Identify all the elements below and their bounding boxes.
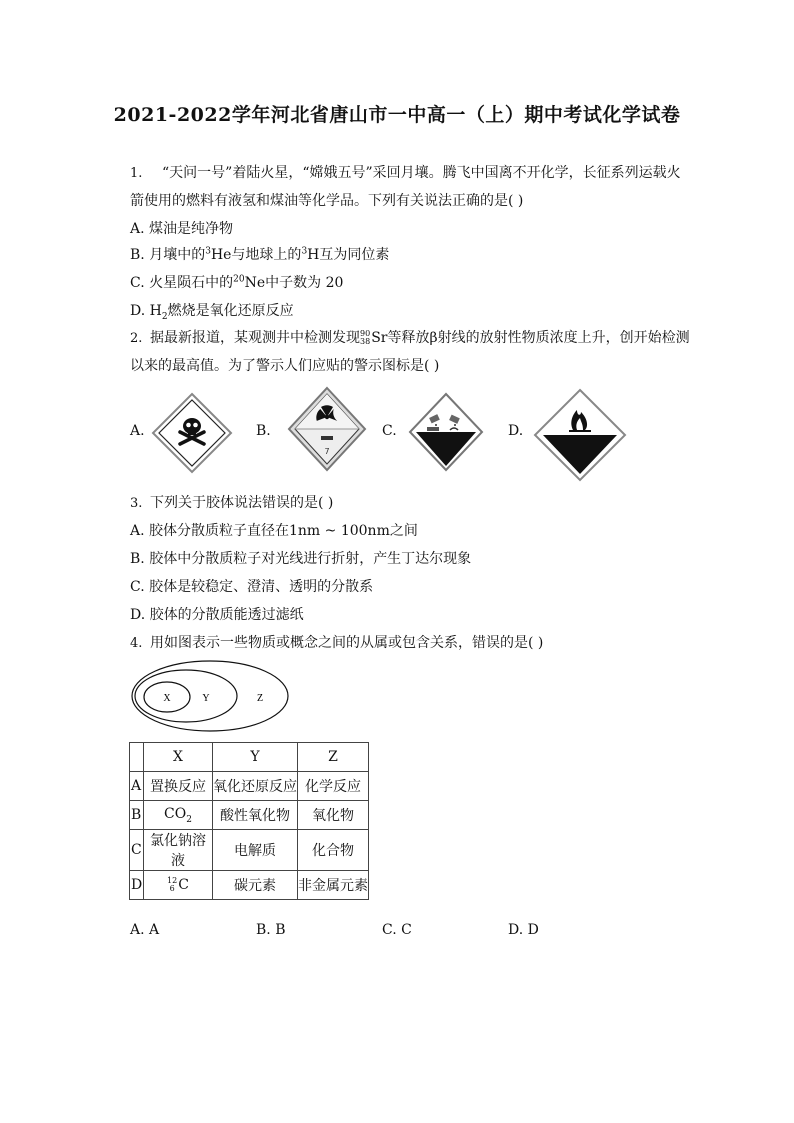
- question-4-option-b: B. B: [256, 922, 286, 938]
- table-row: C 氯化钠溶液 电解质 化合物: [130, 830, 369, 871]
- question-4-option-d: D. D: [508, 922, 539, 938]
- question-2-option-c-label: C.: [382, 423, 397, 439]
- question-1-number: 1.: [130, 166, 143, 181]
- venn-x-label: X: [163, 693, 171, 704]
- question-1-stem-line-2: 箭使用的燃料有液氢和煤油等化学品。下列有关说法正确的是( ): [130, 193, 524, 209]
- question-1-option-a: A. 煤油是纯净物: [130, 221, 234, 237]
- question-3-option-c: C. 胶体是较稳定、澄清、透明的分散系: [130, 579, 374, 595]
- question-3-option-d: D. 胶体的分散质能透过滤纸: [130, 607, 304, 623]
- question-2-stem-line-2: 以来的最高值。为了警示人们应贴的警示图标是( ): [130, 358, 440, 374]
- question-2-stem-line-1: 2. 据最新报道，某观测井中检测发现 90 38 Sr等释放β射线的放射性物质浓度上升，创开始检测: [130, 329, 690, 346]
- svg-text:7: 7: [324, 447, 330, 456]
- table-row: B $CO_2$ 酸性氧化物 氧化物: [130, 801, 369, 830]
- sr-isotope-notation: 90 38: [360, 329, 371, 346]
- question-2-option-a-label: A.: [130, 423, 145, 439]
- table-header-row: X Y Z: [130, 743, 369, 772]
- question-3-stem: 3. 下列关于胶体说法错误的是( ): [130, 495, 334, 511]
- table-row: A 置换反应 氧化还原反应 化学反应: [130, 772, 369, 801]
- venn-y-label: Y: [202, 693, 210, 704]
- question-1-stem-line-1: 1. “天问一号”着陆火星，“嫦娥五号”采回月壤。腾飞中国离不开化学，长征系列运载火: [130, 165, 681, 181]
- flammable-hazard-sign: [533, 388, 627, 482]
- skull-crossbones-hazard-sign: [151, 392, 233, 474]
- question-4-option-c: C. C: [382, 922, 412, 938]
- question-1-option-d: D. $H_2$燃烧是氧化还原反应: [130, 303, 294, 322]
- question-1-option-c: C. 火星陨石中的$^{20}$Ne中子数为 20: [130, 274, 344, 291]
- question-4-option-a: A. A: [130, 922, 160, 938]
- question-2-option-b-label: B.: [256, 423, 271, 439]
- question-2-option-d-label: D.: [508, 423, 524, 439]
- question-3-option-a: A. 胶体分散质粒子直径在1nm ~ 100nm之间: [130, 523, 418, 539]
- question-4-table: [129, 742, 369, 900]
- venn-z-ellipse: [132, 661, 288, 731]
- radioactive-hazard-sign: [287, 386, 367, 472]
- exam-title: 2021-2022学年河北省唐山市一中高一（上）期中考试化学试卷: [113, 104, 681, 126]
- question-4-stem: 4. 用如图表示一些物质或概念之间的从属或包含关系，错误的是( ): [130, 635, 544, 651]
- question-1-option-b: B. 月壤中的$^3$He与地球上的$^3$H互为同位素: [130, 246, 390, 263]
- question-4-number: 4.: [130, 636, 143, 651]
- corrosive-hazard-sign: [408, 392, 484, 472]
- table-row: D 12 6 C 碳元素 非金属元素: [130, 871, 369, 900]
- venn-y-ellipse: [135, 670, 237, 722]
- venn-diagram: [130, 660, 292, 734]
- venn-z-label: Z: [256, 693, 264, 704]
- question-2-number: 2.: [130, 331, 143, 346]
- question-3-option-b: B. 胶体中分散质粒子对光线进行折射，产生丁达尔现象: [130, 551, 472, 567]
- question-3-number: 3.: [130, 496, 143, 511]
